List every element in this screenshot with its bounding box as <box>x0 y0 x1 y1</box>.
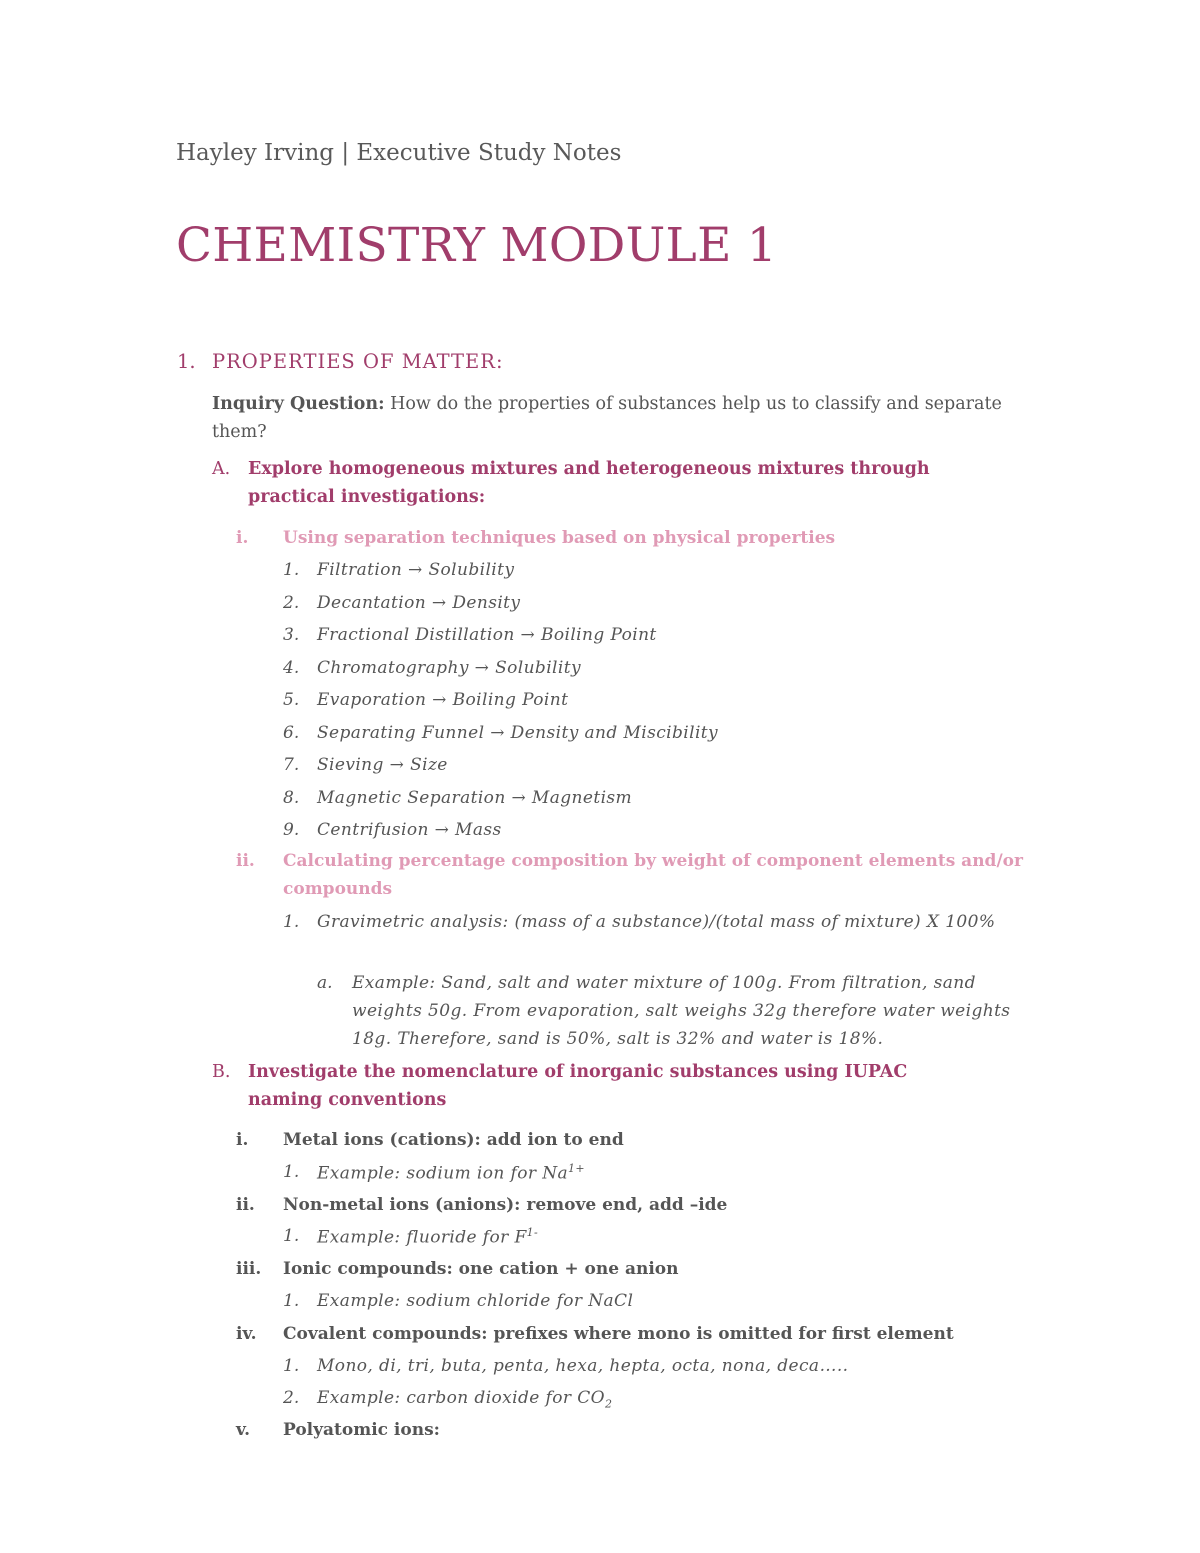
list-item <box>317 1388 612 1410</box>
list-item: Mono, di, tri, buta, penta, hexa, hepta, octa, nona, deca….. <box>317 1356 849 1376</box>
point-numeral-b-i: i. <box>236 1130 249 1150</box>
list-item-number: 1. <box>283 1226 300 1246</box>
point-numeral-a-ii: ii. <box>236 851 255 871</box>
list-item: Separating Funnel → Density and Miscibility <box>317 723 719 743</box>
subscript: 2 <box>604 1397 613 1411</box>
list-item-number: 8. <box>283 788 300 808</box>
subsection-letter-b: B. <box>212 1062 231 1082</box>
list-item <box>317 1162 585 1184</box>
list-item-number: 7. <box>283 755 300 775</box>
list-item: Evaporation → Boiling Point <box>317 690 569 710</box>
list-item-number: 9. <box>283 820 300 840</box>
list-item: Centrifusion → Mass <box>317 820 502 840</box>
list-item-number: 1. <box>283 1356 300 1376</box>
point-b-i-heading: Metal ions (cations): add ion to end <box>283 1130 624 1150</box>
list-item-number: 1. <box>283 560 300 580</box>
example-text: Example: fluoride for F <box>317 1227 527 1248</box>
point-numeral-a-i: i. <box>236 528 249 548</box>
example-text: Example: carbon dioxide for CO <box>317 1388 605 1408</box>
charge-superscript: 1- <box>526 1226 539 1239</box>
list-item-number: 2. <box>283 1388 300 1408</box>
sub-item-letter: a. <box>317 973 333 993</box>
point-numeral-b-iv: iv. <box>236 1324 257 1344</box>
list-item-number: 1. <box>283 1162 300 1182</box>
list-item-number: 4. <box>283 658 300 678</box>
list-item: Example: sodium chloride for NaCl <box>317 1291 634 1311</box>
subsection-letter-a: A. <box>212 459 231 479</box>
point-b-iii-heading: Ionic compounds: one cation + one anion <box>283 1259 679 1279</box>
section-title: PROPERTIES OF MATTER: <box>212 350 504 373</box>
list-item: Fractional Distillation → Boiling Point <box>317 625 657 645</box>
list-item: Gravimetric analysis: (mass of a substance)/(total mass of mixture) X 100% <box>317 912 996 932</box>
point-numeral-b-ii: ii. <box>236 1195 255 1215</box>
point-numeral-b-v: v. <box>236 1420 251 1440</box>
subsection-b-heading: Investigate the nomenclature of inorganic substances using IUPAC naming conventions <box>248 1062 908 1110</box>
list-item-number: 1. <box>283 1291 300 1311</box>
list-item: Chromatography → Solubility <box>317 658 581 678</box>
list-item-number: 1. <box>283 912 300 932</box>
inquiry-question <box>212 390 1032 446</box>
point-b-ii-heading: Non-metal ions (anions): remove end, add –ide <box>283 1195 728 1215</box>
list-item <box>317 1226 538 1248</box>
page-title: CHEMISTRY MODULE 1 <box>176 218 778 273</box>
point-numeral-b-iii: iii. <box>236 1259 262 1279</box>
charge-superscript: 1+ <box>568 1162 586 1175</box>
list-item: Magnetic Separation → Magnetism <box>317 788 633 808</box>
list-item-number: 3. <box>283 625 300 645</box>
list-item: Filtration → Solubility <box>317 560 515 580</box>
document-header: Hayley Irving | Executive Study Notes <box>176 140 622 166</box>
point-a-ii-heading: Calculating percentage composition by weight of component elements and/or compounds <box>283 851 1023 899</box>
list-item-number: 6. <box>283 723 300 743</box>
list-item-number: 5. <box>283 690 300 710</box>
inquiry-text: How do the properties of substances help us to classify and separate them? <box>212 394 1002 442</box>
sub-item: Example: Sand, salt and water mixture of 100g. From filtration, sand weights 50g. From evaporation, salt weighs 32g therefore water weights 18g. Therefore, sand is 50%, salt is 32% and water is 18%. <box>352 973 1011 1049</box>
point-a-i-heading: Using separation techniques based on physical properties <box>283 528 836 548</box>
section-number: 1. <box>177 350 196 373</box>
inquiry-label: Inquiry Question: <box>212 394 385 414</box>
subsection-a-heading: Explore homogeneous mixtures and heterogeneous mixtures through practical investigations: <box>248 459 930 507</box>
list-item: Decantation → Density <box>317 593 521 613</box>
point-b-iv-heading: Covalent compounds: prefixes where mono is omitted for first element <box>283 1324 954 1344</box>
example-text: Example: sodium ion for Na <box>317 1163 569 1184</box>
list-item: Sieving → Size <box>317 755 448 775</box>
list-item-number: 2. <box>283 593 300 613</box>
point-b-v-heading: Polyatomic ions: <box>283 1420 440 1440</box>
